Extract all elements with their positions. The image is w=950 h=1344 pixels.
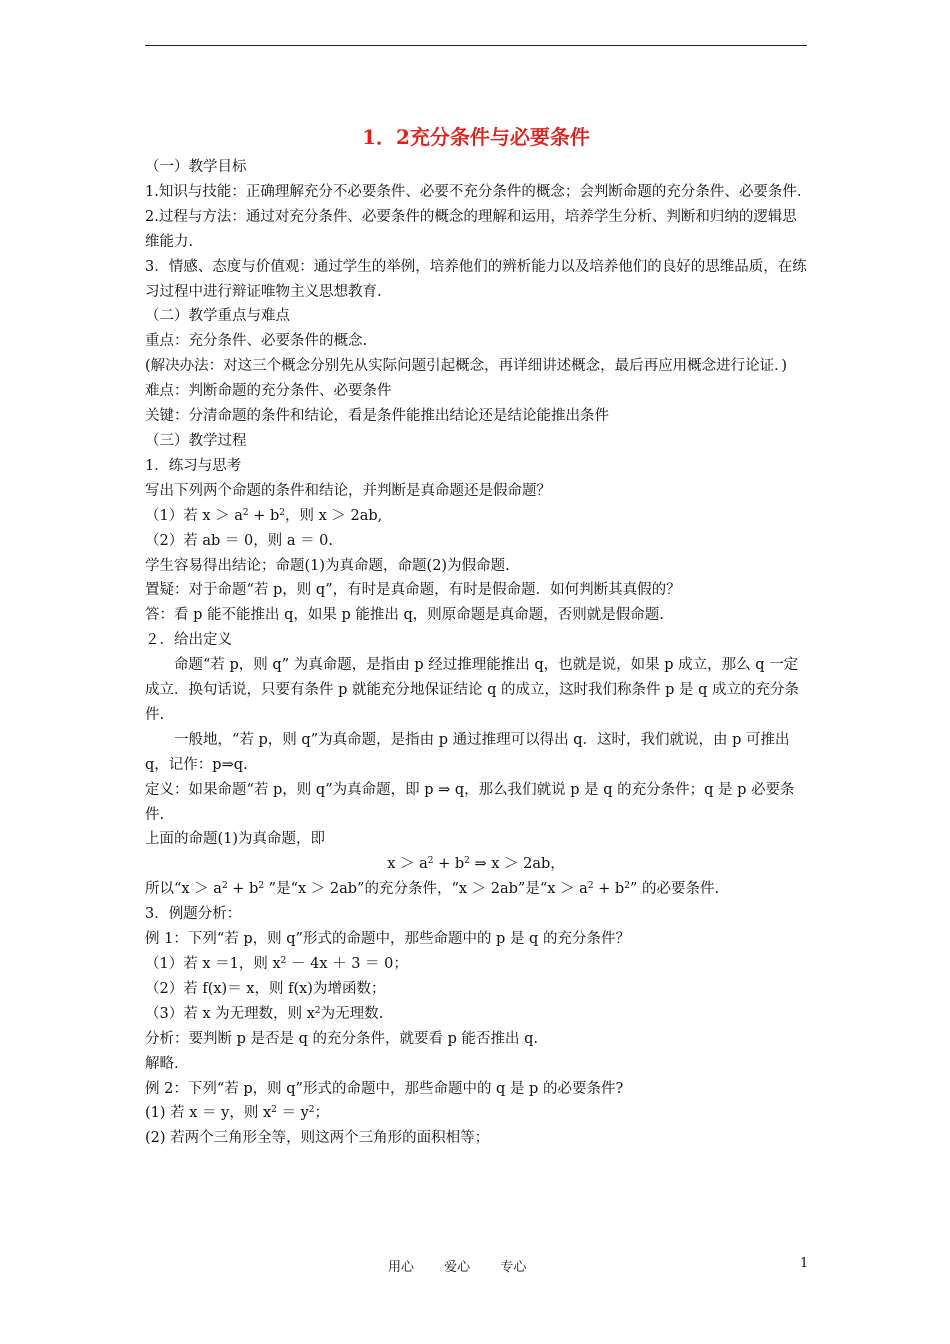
question-2: （2）若 ab ＝ 0，则 a ＝ 0. <box>145 532 334 549</box>
definition-paragraph-2: 一般地，“若 p，则 q”为真命题，是指由 p 通过推理可以得出 q．这时，我们就说，由 p 可推出 q，记作：p⇒q. <box>145 731 790 773</box>
example-2-prompt: 例 2：下列“若 p，则 q”形式的命题中，那些命题中的 q 是 p 的必要条件? <box>145 1080 624 1097</box>
definition-paragraph-4: 上面的命题(1)为真命题，即 <box>145 831 326 848</box>
conclusion-paragraph: 所以“$x > a^2 + b^2$ ”是“x ＞ 2ab”的充分条件，“x ＞ 2ab”是“$x > a^2 + b^2$” 的必要条件. <box>145 881 720 898</box>
practice-prompt: 写出下列两个命题的条件和结论，并判断是真命题还是假命题？ <box>145 482 551 499</box>
practice-heading: 1．练习与思考 <box>145 457 242 474</box>
question-1: （1）若 $x > a^2 + b^2$，则 x ＞ 2ab, <box>145 507 383 524</box>
analysis: 分析：要判断 p 是否是 q 的充分条件，就要看 p 能否推出 q. <box>145 1030 538 1047</box>
example-1-prompt: 例 1：下列“若 p，则 q”形式的命题中，那些命题中的 p 是 q 的充分条件？ <box>145 931 630 948</box>
key-point: 重点：充分条件、必要条件的概念. <box>145 333 368 350</box>
example-2-item-2: (2) 若两个三角形全等，则这两个三角形的面积相等； <box>145 1130 490 1147</box>
answer: 答：看 p 能不能推出 q，如果 p 能推出 q，则原命题是真命题，否则就是假命题. <box>145 607 664 624</box>
formula-line: $x > a^2 + b^2$ ⇒ x ＞ 2ab， <box>387 856 565 873</box>
objective-emotion: 3．情感、态度与价值观：通过学生的举例，培养他们的辨析能力以及培养他们的良好的思维品质，在练习过程中进行辩证唯物主义思想教育. <box>145 258 807 300</box>
document-body <box>145 122 807 1151</box>
objective-process: 2.过程与方法：通过对充分条件、必要条件的概念的理解和运用，培养学生分析、判断和归纳的逻辑思维能力. <box>145 208 797 250</box>
difficulty: 难点：判断命题的充分条件、必要条件 <box>145 383 392 400</box>
footer-item: 专心 <box>500 1260 527 1275</box>
header-rule <box>145 45 807 46</box>
example-1-item-2: （2）若 f(x)＝ x，则 f(x)为增函数； <box>145 980 386 997</box>
definition-heading: ２．给出定义 <box>145 632 232 649</box>
footer-item: 爱心 <box>444 1260 471 1275</box>
solution-omitted: 解略. <box>145 1055 179 1072</box>
example-1-item-1: （1）若 x ＝1，则 $x^2 - 4x + 3 = 0$； <box>145 956 408 972</box>
definition-paragraph-3: 定义：如果命题“若 p，则 q”为真命题，即 p ⇒ q，那么我们就说 p 是 q 的充分条件；q 是 p 必要条件. <box>145 781 795 823</box>
doubt: 置疑：对于命题“若 p，则 q”，有时是真命题，有时是假命题．如何判断其真假的？ <box>145 582 681 599</box>
footer-motto <box>388 1256 552 1275</box>
example-2-item-1: (1) 若 x ＝ y，则 $x^2 = y^2$； <box>145 1105 330 1122</box>
definition-paragraph-1: 命题“若 p，则 q” 为真命题，是指由 p 经过推理能推出 q，也就是说，如果 p 成立，那么 q 一定成立．换句话说，只要有条件 p 就能充分地保证结论 q 的成立，这时我们称条件 p 是 q 成立的充分条件. <box>145 657 799 723</box>
section-heading-key-points: （二）教学重点与难点 <box>145 308 290 325</box>
examples-heading: 3．例题分析： <box>145 906 242 923</box>
objective-knowledge: 1.知识与技能：正确理解充分不必要条件、必要不充分条件的概念；会判断命题的充分条件、必要条件. <box>145 183 802 200</box>
page-number: 1 <box>800 1256 809 1271</box>
example-1-item-3: （3）若 x 为无理数，则 $x^2$为无理数. <box>145 1005 384 1022</box>
section-heading-objectives: （一）教学目标 <box>145 159 247 175</box>
section-heading-process: （三）教学过程 <box>145 432 247 449</box>
page-title: 1．2充分条件与必要条件 <box>362 125 590 149</box>
solution-note: (解决办法：对这三个概念分别先从实际问题引起概念，再详细讲述概念，最后再应用概念进行论证．) <box>145 358 788 375</box>
footer-item: 用心 <box>388 1260 415 1275</box>
key: 关键：分清命题的条件和结论，看是条件能推出结论还是结论能推出条件 <box>145 408 609 425</box>
student-conclusion: 学生容易得出结论；命题(1)为真命题，命题(2)为假命题. <box>145 557 510 574</box>
